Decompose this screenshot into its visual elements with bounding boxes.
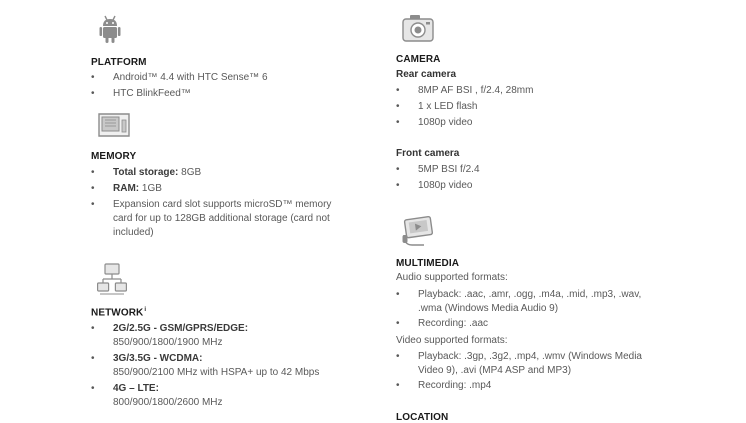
video-formats-list xyxy=(396,350,666,395)
list-item: • 3G/3.5G - WCDMA: 850/900/2100 MHz with HSPA+ up to 42 Mbps xyxy=(91,352,336,380)
video-formats-title: Video supported formats: xyxy=(396,335,508,346)
platform-list xyxy=(91,71,381,103)
memory-heading: MEMORY xyxy=(91,151,137,162)
list-item: • 4G – LTE: 800/900/1800/2600 MHz xyxy=(91,382,336,410)
list-item: • RAM: 1GB xyxy=(91,182,336,196)
list-item: • Total storage: 8GB xyxy=(91,166,336,180)
audio-formats-list xyxy=(396,288,666,333)
rear-camera-list xyxy=(396,84,696,132)
list-item: • 8MP AF BSI , f/2.4, 28mm xyxy=(396,84,696,98)
audio-formats-title: Audio supported formats: xyxy=(396,272,508,283)
camera-icon xyxy=(402,14,434,42)
list-item: • Recording: .mp4 xyxy=(396,379,666,393)
list-item: • Android™ 4.4 with HTC Sense™ 6 xyxy=(91,71,381,85)
list-item: • 1080p video xyxy=(396,179,696,193)
front-camera-list xyxy=(396,163,696,195)
list-item: • 1080p video xyxy=(396,116,696,130)
list-item: • HTC BlinkFeed™ xyxy=(91,87,381,101)
list-item: • 1 x LED flash xyxy=(396,100,696,114)
rear-camera-title: Rear camera xyxy=(396,69,457,80)
memory-card-icon xyxy=(97,112,131,138)
camera-heading: CAMERA xyxy=(396,54,441,65)
list-item: • Recording: .aac xyxy=(396,317,666,331)
memory-list xyxy=(91,166,336,242)
network-list xyxy=(91,322,336,412)
multimedia-heading: MULTIMEDIA xyxy=(396,258,460,269)
android-icon xyxy=(99,14,121,44)
front-camera-title: Front camera xyxy=(396,148,460,159)
multimedia-icon xyxy=(402,215,438,247)
network-icon xyxy=(97,263,127,295)
list-item: • 2G/2.5G - GSM/GPRS/EDGE: 850/900/1800/1900 MHz xyxy=(91,322,336,350)
footnote-marker: i xyxy=(144,307,147,313)
platform-heading: PLATFORM xyxy=(91,57,147,68)
location-heading: LOCATION xyxy=(396,412,449,423)
list-item: • Playback: .aac, .amr, .ogg, .m4a, .mid, .mp3, .wav, .wma (Windows Media Audio 9) xyxy=(396,288,666,316)
network-heading: NETWORK$^i$ xyxy=(91,307,147,319)
list-item: • Expansion card slot supports microSD™ memory card for up to 128GB additional storage (card not included) xyxy=(91,198,336,240)
list-item: • 5MP BSI f/2.4 xyxy=(396,163,696,177)
list-item: • Playback: .3gp, .3g2, .mp4, .wmv (Windows Media Video 9), .avi (MP4 ASP and MP3) xyxy=(396,350,666,378)
